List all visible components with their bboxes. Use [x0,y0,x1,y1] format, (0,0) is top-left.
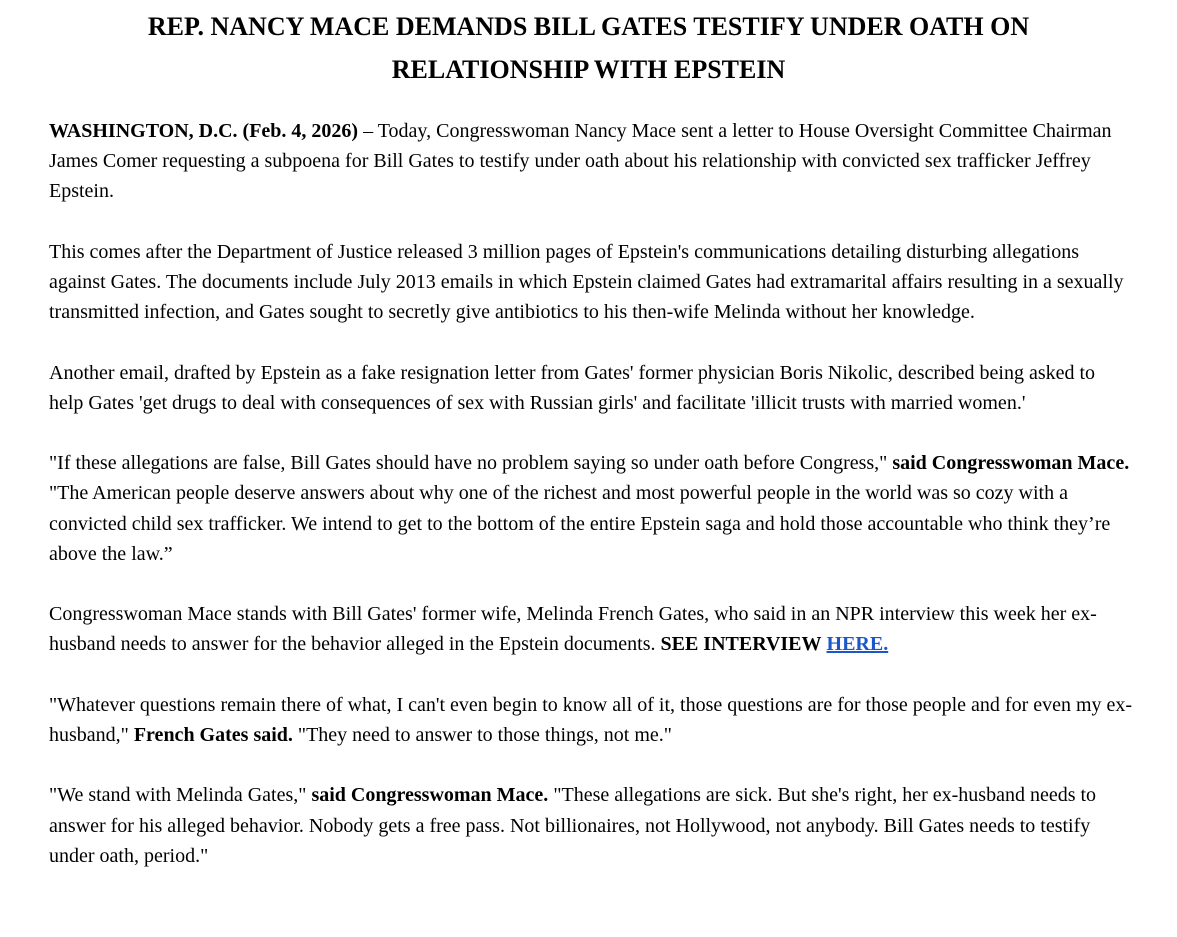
article-body [49,116,1134,871]
see-interview-label: SEE INTERVIEW [660,633,822,656]
headline-line-1: REP. NANCY MACE DEMANDS BILL GATES TESTIFY UNDER OATH ON [147,12,1030,41]
quote-text: "If these allegations are false, Bill Gates should have no problem saying so under oath before Congress," [49,452,893,475]
paragraph-mace-quote-2 [49,780,1134,871]
paragraph-3-text: Another email, drafted by Epstein as a fake resignation letter from Gates' former physician Boris Nikolic, described being asked to help Gates 'get drugs to deal with consequences of sex with Russian girls' and facilitate 'illicit trusts with married women.' [49,361,1096,414]
headline-line-2: RELATIONSHIP WITH EPSTEIN [391,55,786,84]
paragraph-resignation-email [49,358,1134,418]
headline [0,5,1177,91]
quote-attribution: said Congresswoman Mace. [311,784,549,807]
paragraph-5-text: Congresswoman Mace stands with Bill Gates' former wife, Melinda French Gates, who said in an NPR interview this week her ex-husband needs to answer for the behavior alleged in the Epstein documents. [49,603,1097,656]
quote-attribution: French Gates said. [133,723,293,746]
paragraph-french-gates-quote [49,690,1134,750]
paragraph-1-text: – Today, Congresswoman Nancy Mace sent a letter to House Oversight Committee Chairman James Comer requesting a subpoena for Bill Gates to testify under oath about his relationship with convicted sex trafficker Jeffrey Epstein. [49,120,1112,203]
quote-text: "We stand with Melinda Gates," [49,784,312,807]
quote-text-continued: "The American people deserve answers about why one of the richest and most powerful people in the world was so cozy with a convicted child sex trafficker. We intend to get to the bottom of the entire Epstein saga and hold those accountable who think they’re above the law.” [49,482,1111,565]
quote-attribution: said Congresswoman Mace. [892,452,1130,475]
paragraph-mace-quote-1 [49,448,1134,569]
dateline: WASHINGTON, D.C. (Feb. 4, 2026) [49,120,359,142]
paragraph-2-text: This comes after the Department of Justice released 3 million pages of Epstein's communications detailing disturbing allegations against Gates. The documents include July 2013 emails in which Epstein claimed Gates had extramarital affairs resulting in a sexually transmitted infection, and Gates sought to secretly give antibiotics to his then-wife Melinda without her knowledge. [49,240,1124,324]
quote-text: "Whatever questions remain there of what, I can't even begin to know all of it, those questions are for those people and for even my ex-husband," [49,693,1133,746]
quote-text-continued: "These allegations are sick. But she's right, her ex-husband needs to answer for his alleged behavior. Nobody gets a free pass. Not billionaires, not Hollywood, not anybody. Bill Gates needs to testify under oath, period." [49,784,1097,867]
paragraph-doj-release [49,237,1134,328]
paragraph-dateline [49,116,1134,207]
interview-link[interactable]: HERE. [826,633,889,656]
quote-text-continued: "They need to answer to those things, not me." [292,723,672,746]
paragraph-npr-interview [49,599,1134,659]
